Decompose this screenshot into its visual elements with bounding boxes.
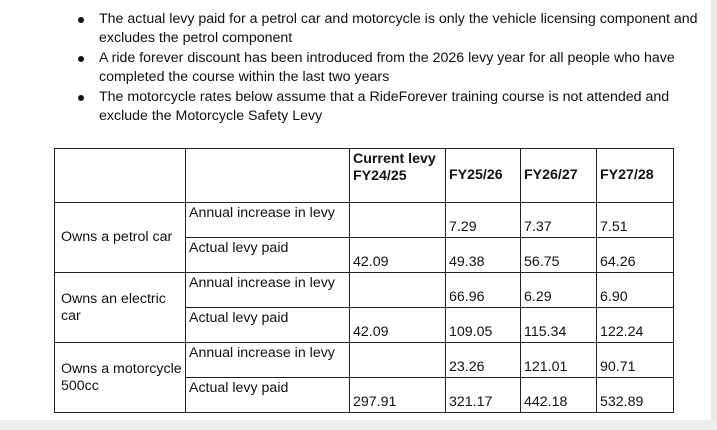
note-item <box>78 49 698 87</box>
levy-table <box>54 148 674 413</box>
header-cell-blank <box>186 149 350 203</box>
value-cell: 64.26 <box>597 238 674 273</box>
value-cell: 7.29 <box>446 203 521 238</box>
header-fy25-26: FY25/26 <box>446 149 521 203</box>
value-cell: 6.29 <box>521 273 597 308</box>
value-cell: 532.89 <box>597 378 674 413</box>
note-text: The motorcycle rates below assume that a RideForever training course is not attended and exclude the Motorcycle Safety Levy <box>99 89 670 124</box>
table-row <box>55 203 674 238</box>
value-cell <box>350 343 446 378</box>
value-cell: 109.05 <box>446 308 521 343</box>
header-fy27-28: FY27/28 <box>597 149 674 203</box>
value-cell: 56.75 <box>521 238 597 273</box>
table-row <box>55 273 674 308</box>
owner-label: Owns a petrol car <box>55 203 186 273</box>
page-edge-bottom <box>0 420 717 430</box>
header-cell-blank <box>55 149 186 203</box>
value-cell: 115.34 <box>521 308 597 343</box>
page-edge-right <box>711 0 717 430</box>
value-cell: 6.90 <box>597 273 674 308</box>
value-cell: 7.37 <box>521 203 597 238</box>
bullet-icon <box>78 17 84 23</box>
value-cell: 42.09 <box>350 308 446 343</box>
value-cell: 442.18 <box>521 378 597 413</box>
value-cell: 23.26 <box>446 343 521 378</box>
value-cell: 297.91 <box>350 378 446 413</box>
row-label: Actual levy paid <box>186 238 350 273</box>
bullet-icon <box>78 95 84 101</box>
header-current-levy: Current levy FY24/25 <box>350 149 446 203</box>
row-label: Actual levy paid <box>186 308 350 343</box>
note-item <box>78 10 698 48</box>
row-label: Annual increase in levy <box>186 343 350 378</box>
row-label: Actual levy paid <box>186 378 350 413</box>
owner-label: Owns a motorcycle 500cc <box>55 343 186 413</box>
value-cell: 321.17 <box>446 378 521 413</box>
header-fy26-27: FY26/27 <box>521 149 597 203</box>
notes-list <box>78 10 698 127</box>
owner-label: Owns an electric car <box>55 273 186 343</box>
note-text: The actual levy paid for a petrol car and motorcycle is only the vehicle licensing component and excludes the petrol component <box>99 11 698 46</box>
value-cell: 7.51 <box>597 203 674 238</box>
note-item <box>78 88 698 126</box>
value-cell: 42.09 <box>350 238 446 273</box>
value-cell <box>350 273 446 308</box>
value-cell: 49.38 <box>446 238 521 273</box>
table-header-row <box>55 149 674 203</box>
value-cell: 122.24 <box>597 308 674 343</box>
row-label: Annual increase in levy <box>186 203 350 238</box>
value-cell: 66.96 <box>446 273 521 308</box>
value-cell <box>350 203 446 238</box>
value-cell: 90.71 <box>597 343 674 378</box>
note-text: A ride forever discount has been introduced from the 2026 levy year for all people who have completed the course within the last two years <box>99 50 675 85</box>
bullet-icon <box>78 56 84 62</box>
table-row <box>55 343 674 378</box>
value-cell: 121.01 <box>521 343 597 378</box>
row-label: Annual increase in levy <box>186 273 350 308</box>
